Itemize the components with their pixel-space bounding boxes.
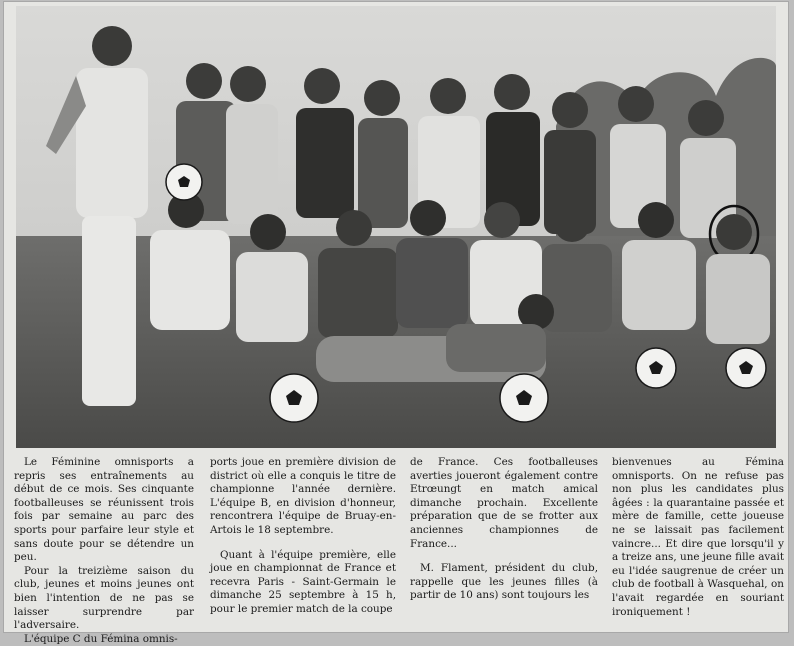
team-photo-illustration — [16, 6, 776, 448]
paragraph: Le Féminine omnisports a repris ses entraînements au début de ce mois. Ses cinquante footballeuses se réunissent trois fois par semaine au parc des sports pour parfaire leur style et sans doute pour se détendre un peu. — [14, 456, 194, 564]
paragraph: de France. Ces footballeuses averties joueront également contre Etrœungt en match amical dimanche prochain. Excellente préparation que de se frotter aux anciennes championnes de France... — [410, 456, 598, 550]
paragraph: bienvenues au Fémina omnisports. On ne refuse pas non plus les candidates plus âgées : la quarantaine passée et mère de famille, cette joueuse ne se laissait pas facilement vaincre... Et dire que lorsqu'il y a treize ans, une jeune fille avait eu l'idée saugrenue de créer un club de football à Wasquehal, on l'avait regardée en souriant ironiquement ! — [612, 456, 784, 618]
paragraph: M. Flament, président du club, rappelle que les jeunes filles (à partir de 10 ans) sont toujours les — [410, 562, 598, 602]
article-column-3 — [410, 456, 598, 603]
team-photo — [16, 6, 776, 448]
paragraph: Pour la treizième saison du club, jeunes et moins jeunes ont bien l'intention de ne pas se laisser surprendre par l'adversaire. — [14, 564, 194, 632]
newspaper-clipping — [4, 2, 788, 645]
paragraph: ports joue en première division de district où elle a conquis le titre de championne l'année dernière. L'équipe B, en division d'honneur, rencontrera l'équipe de Bruay-en-Artois le 18 septembre. — [210, 456, 396, 536]
article-column-4 — [612, 456, 784, 619]
article-column-1 — [14, 456, 194, 646]
article-column-2 — [210, 456, 396, 617]
paragraph: L'équipe C du Fémina omnis- — [24, 632, 178, 645]
paragraph: Quant à l'équipe première, elle joue en championnat de France et recevra Paris - Saint-Germain le dimanche 25 septembre à 15 h, pour le premier match de la coupe — [210, 548, 396, 615]
article-text — [14, 456, 784, 645]
